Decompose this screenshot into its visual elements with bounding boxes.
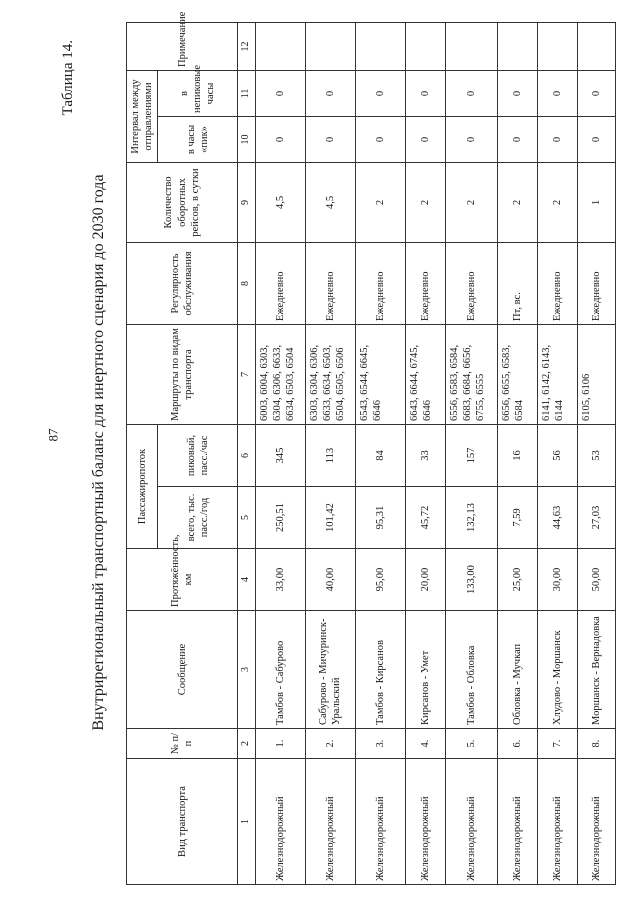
cell-num: 8. [577,729,615,759]
cell-int-offpeak: 0 [255,70,305,116]
header-passenger-flow: Пассажиропоток [127,424,158,548]
cell-trips: 2 [405,162,445,242]
cell-pf-total: 45,72 [405,487,445,549]
cell-connection: Моршанск - Вернадовка [577,611,615,729]
cell-pf-peak: 53 [577,424,615,486]
header-regularity: Регулярность обслуживания [127,242,238,324]
cell-routes: 6656, 6655, 6583, 6584 [497,324,537,424]
cell-note [577,22,615,70]
cell-num: 2. [305,729,355,759]
table-row [497,22,537,884]
cell-pf-total: 27,03 [577,487,615,549]
cell-length: 30,00 [537,549,577,611]
cell-regularity: Ежедневно [577,242,615,324]
cell-note [305,22,355,70]
cell-connection: Кирсанов - Умет [405,611,445,729]
cell-trips: 2 [445,162,497,242]
cell-regularity: Ежедневно [445,242,497,324]
column-number: 7 [238,324,256,424]
header-int-offpeak: в непиковые часы [158,70,238,116]
cell-int-peak: 0 [305,116,355,162]
cell-connection: Сабурово - Мичуринск-Уральский [305,611,355,729]
cell-int-peak: 0 [577,116,615,162]
header-connection: Сообщение [127,611,238,729]
cell-note [255,22,305,70]
column-number: 11 [238,70,256,116]
column-number: 12 [238,22,256,70]
cell-length: 133,00 [445,549,497,611]
table-caption: Таблица 14. [60,40,76,116]
cell-pf-total: 132,13 [445,487,497,549]
cell-routes: 6643, 6644, 6745, 6646 [405,324,445,424]
cell-num: 6. [497,729,537,759]
table-body [255,22,615,884]
header-routes: Маршруты по видам транспорта [127,324,238,424]
cell-int-offpeak: 0 [405,70,445,116]
cell-num: 1. [255,729,305,759]
cell-num: 4. [405,729,445,759]
cell-connection: Тамбов - Кирсанов [355,611,405,729]
cell-num: 5. [445,729,497,759]
cell-regularity: Ежедневно [405,242,445,324]
cell-transport-type: Железнодорожный [577,759,615,885]
header-int-peak: в часы «пик» [158,116,238,162]
table-row [577,22,615,884]
cell-pf-peak: 345 [255,424,305,486]
cell-note [445,22,497,70]
cell-trips: 1 [577,162,615,242]
cell-pf-peak: 33 [405,424,445,486]
cell-note [405,22,445,70]
cell-note [537,22,577,70]
cell-pf-total: 250,51 [255,487,305,549]
cell-length: 50,00 [577,549,615,611]
cell-int-offpeak: 0 [355,70,405,116]
cell-length: 25,00 [497,549,537,611]
cell-connection: Тамбов - Обловка [445,611,497,729]
cell-int-offpeak: 0 [537,70,577,116]
header-trips: Количество оборотных рейсов, в сутки [127,162,238,242]
cell-routes: 6543, 6544, 6645, 6646 [355,324,405,424]
table-row [305,22,355,884]
page-number: 87 [45,428,61,442]
cell-length: 33,00 [255,549,305,611]
column-number: 6 [238,424,256,486]
cell-int-peak: 0 [445,116,497,162]
cell-length: 95,00 [355,549,405,611]
header-pf-total: всего, тыс. пасс./год [158,487,238,549]
cell-trips: 2 [355,162,405,242]
transport-balance-table [126,11,616,885]
cell-routes: 6141, 6142, 6143, 6144 [537,324,577,424]
cell-regularity: Ежедневно [537,242,577,324]
cell-pf-peak: 56 [537,424,577,486]
table-row [537,22,577,884]
cell-int-offpeak: 0 [497,70,537,116]
cell-connection: Тамбов - Сабурово [255,611,305,729]
cell-connection: Хлудово - Моршанск [537,611,577,729]
cell-int-peak: 0 [405,116,445,162]
cell-transport-type: Железнодорожный [305,759,355,885]
cell-pf-total: 95,31 [355,487,405,549]
cell-transport-type: Железнодорожный [405,759,445,885]
column-number: 9 [238,162,256,242]
column-number-row [238,22,256,884]
cell-connection: Обловка - Мучкап [497,611,537,729]
header-num: № п/п [127,729,238,759]
cell-trips: 4,5 [255,162,305,242]
cell-regularity: Ежедневно [355,242,405,324]
cell-transport-type: Железнодорожный [355,759,405,885]
cell-pf-peak: 157 [445,424,497,486]
column-number: 8 [238,242,256,324]
table-row [255,22,305,884]
cell-int-offpeak: 0 [445,70,497,116]
cell-routes: 6003, 6004, 6303, 6304, 6306, 6633, 6634, 6503, 6504 [255,324,305,424]
column-number: 3 [238,611,256,729]
cell-length: 20,00 [405,549,445,611]
cell-int-offpeak: 0 [305,70,355,116]
cell-transport-type: Железнодорожный [445,759,497,885]
cell-routes: 6556, 6583, 6584, 6683, 6684, 6656, 6755, 6555 [445,324,497,424]
cell-routes: 6105, 6106 [577,324,615,424]
cell-num: 3. [355,729,405,759]
cell-num: 7. [537,729,577,759]
cell-pf-peak: 84 [355,424,405,486]
cell-routes: 6303, 6304, 6306, 6633, 6634, 6503, 6504, 6505, 6506 [305,324,355,424]
cell-regularity: Ежедневно [255,242,305,324]
cell-length: 40,00 [305,549,355,611]
cell-pf-peak: 113 [305,424,355,486]
column-number: 2 [238,729,256,759]
cell-int-peak: 0 [497,116,537,162]
column-number: 1 [238,759,256,885]
table-row [405,22,445,884]
cell-pf-peak: 16 [497,424,537,486]
column-number: 10 [238,116,256,162]
cell-int-peak: 0 [355,116,405,162]
cell-pf-total: 101,42 [305,487,355,549]
cell-transport-type: Железнодорожный [497,759,537,885]
cell-regularity: Пт, вс. [497,242,537,324]
cell-int-peak: 0 [537,116,577,162]
cell-regularity: Ежедневно [305,242,355,324]
cell-transport-type: Железнодорожный [255,759,305,885]
header-length: Протяжённость, км [127,549,238,611]
cell-trips: 4,5 [305,162,355,242]
header-interval: Интервал между отправлениями [127,70,158,162]
table-row [355,22,405,884]
cell-trips: 2 [497,162,537,242]
header-pf-peak: пиковый, пасс./час [158,424,238,486]
cell-int-peak: 0 [255,116,305,162]
cell-trips: 2 [537,162,577,242]
column-number: 5 [238,487,256,549]
table-row [445,22,497,884]
cell-note [497,22,537,70]
cell-note [355,22,405,70]
header-transport-type: Вид транспорта [127,759,238,885]
cell-pf-total: 7,59 [497,487,537,549]
cell-pf-total: 44,63 [537,487,577,549]
cell-transport-type: Железнодорожный [537,759,577,885]
header-note: Примечание [127,22,238,70]
column-number: 4 [238,549,256,611]
table-title: Внутрирегиональный транспортный баланс для инертного сценария до 2030 года [90,174,107,731]
cell-int-offpeak: 0 [577,70,615,116]
